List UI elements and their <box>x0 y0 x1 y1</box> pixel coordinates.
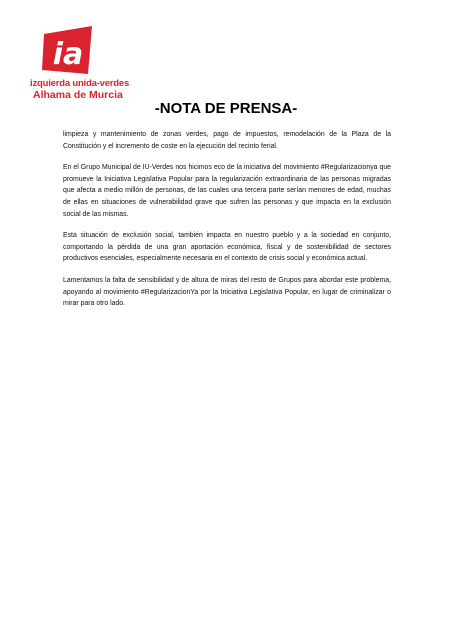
paragraph: Lamentamos la falta de sensibilidad y de altura de miras del resto de Grupos para abordar este problema, apoyando al movimiento #RegularizacionYa por la Iniciativa Legislativa Popular, en lugar de criminalizar o mirar para otro lado. <box>63 276 391 308</box>
org-name: izquierda unida-verdes <box>30 78 130 89</box>
page-title: -NOTA DE PRENSA- <box>154 100 298 117</box>
paragraph: limpieza y mantenimiento de zonas verdes, pago de impuestos, remodelación de la Plaza de la Constitución y el incremento de coste en la ejecución del recinto ferial. <box>63 131 391 150</box>
org-location: Alhama de Murcia <box>33 89 123 101</box>
party-logo-mark <box>42 26 94 76</box>
paragraph: Esta situación de exclusión social, también impacta en nuestro pueblo y a la sociedad en conjunto, comportando la pérdida de una gran aportación económica, fiscal y de sostenibilidad de sectores productivos esenciales, especialmente necesaria en el contexto de crisis social y económica actual. <box>63 232 391 263</box>
paragraph: En el Grupo Municipal de IU-Verdes nos hicimos eco de la iniciativa del movimiento #Regularizacionya que promueve la Iniciativa Legislativa Popular para la regularización extraordinaria de las personas migradas que afecta a medio millón de personas, de las cuales una tercera parte serían menores de edad, muchas de ellas en situaciones de vulnerabilidad grave que sufren las personas y que impacta en la exclusión social de las mismas. <box>63 164 391 218</box>
svg-text:ia: ia <box>52 37 84 72</box>
press-release-body <box>63 129 391 320</box>
party-logo <box>30 26 130 106</box>
